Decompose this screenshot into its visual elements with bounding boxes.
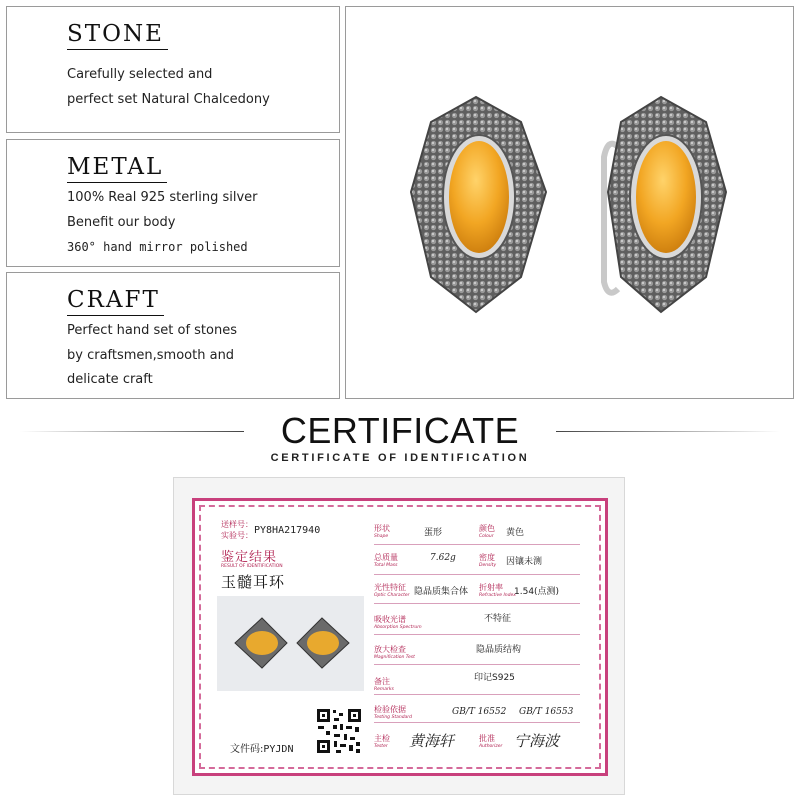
row-divider: [374, 722, 580, 723]
feature-title-stone: STONE: [67, 21, 168, 50]
feature-title-metal: METAL: [67, 154, 167, 183]
row-value-magnification: 隐晶质结构: [476, 645, 522, 655]
authorizer-signature: 宁海波: [514, 732, 560, 750]
row-label-standard: 检验依据 Testing Standard: [374, 705, 413, 720]
feature-line: Carefully selected and: [67, 67, 213, 82]
left-earring: [411, 97, 546, 312]
feature-line: by craftsmen,smooth and: [67, 347, 235, 363]
row-value-spectrum: 不特征: [484, 614, 512, 624]
certificate-card: [173, 477, 625, 795]
row-value-standard-2: GB/T 16553: [519, 707, 574, 717]
row-value-standard-1: GB/T 16552: [452, 707, 507, 717]
earrings-illustration: [346, 7, 795, 400]
row-value-refractive: 1.54(点测): [514, 587, 560, 597]
row-divider: [374, 694, 580, 695]
row-value-colour: 黄色: [506, 528, 525, 538]
row-divider: [374, 634, 580, 635]
certificate-subheading: CERTIFICATE OF IDENTIFICATION: [270, 452, 530, 464]
feature-title-craft: CRAFT: [67, 287, 164, 316]
feature-line: Perfect hand set of stones: [67, 323, 237, 338]
certificate-heading: CERTIFICATE: [280, 410, 520, 451]
feature-line: 360° hand mirror polished: [67, 240, 248, 254]
right-earring: [604, 97, 726, 312]
row-divider: [374, 574, 580, 575]
row-label-spectrum: 吸收光谱 Absorption Spectrum: [374, 615, 422, 630]
result-title-en: RESULT OF IDENTIFICATION: [221, 564, 283, 569]
row-label-remarks: 备注 Remarks: [374, 677, 394, 692]
row-label-mass: 总质量 Total Mass: [374, 553, 398, 568]
product-image: [345, 6, 794, 399]
row-label-tester: 主检 Tester: [374, 734, 390, 749]
feature-line: perfect set Natural Chalcedony: [67, 91, 270, 107]
feature-line: 100% Real 925 sterling silver: [67, 190, 258, 205]
item-name: 玉髓耳环: [221, 573, 286, 591]
feature-line: delicate craft: [67, 372, 153, 387]
id-label: 实验号：: [221, 531, 253, 540]
row-value-density: 因镶未测: [506, 557, 543, 567]
row-divider: [374, 603, 580, 604]
feature-text-stone: [67, 63, 270, 112]
row-label-shape: 形状 Shape: [374, 524, 390, 539]
result-title: 鉴定结果: [221, 550, 278, 565]
row-value-optic: 隐晶质集合体: [414, 587, 469, 597]
row-value-shape: 蛋形: [424, 528, 443, 538]
row-divider: [374, 664, 580, 665]
feature-text-metal: [67, 186, 258, 260]
row-label-colour: 颜色 Colour: [479, 524, 495, 539]
qr-code-icon: [315, 707, 363, 755]
feature-line: Benefit our body: [67, 214, 176, 230]
serial-label: 送样号：: [221, 520, 253, 529]
row-value-remarks: 印记S925: [474, 673, 515, 683]
row-label-optic: 光性特征 Optic Character: [374, 583, 410, 598]
document-code: 文件码:PYJDN: [230, 744, 294, 755]
feature-card-metal: [6, 139, 340, 267]
certificate-photo: [217, 596, 364, 691]
row-label-refractive: 折射率 Refractive Index: [479, 583, 516, 598]
row-label-magnification: 放大检查 Magnification Test: [374, 645, 415, 660]
earrings-photo-icon: [217, 596, 364, 691]
row-divider: [374, 544, 580, 545]
feature-text-craft: [67, 319, 237, 393]
tester-signature: 黄海轩: [409, 732, 455, 750]
certificate-code: PY8HA217940: [254, 525, 321, 536]
row-label-density: 密度 Density: [479, 553, 497, 568]
feature-card-stone: [6, 6, 340, 133]
row-value-mass: 7.62g: [430, 553, 456, 563]
row-label-authorizer: 批准 Authorizer: [479, 734, 503, 749]
feature-card-craft: [6, 272, 340, 399]
